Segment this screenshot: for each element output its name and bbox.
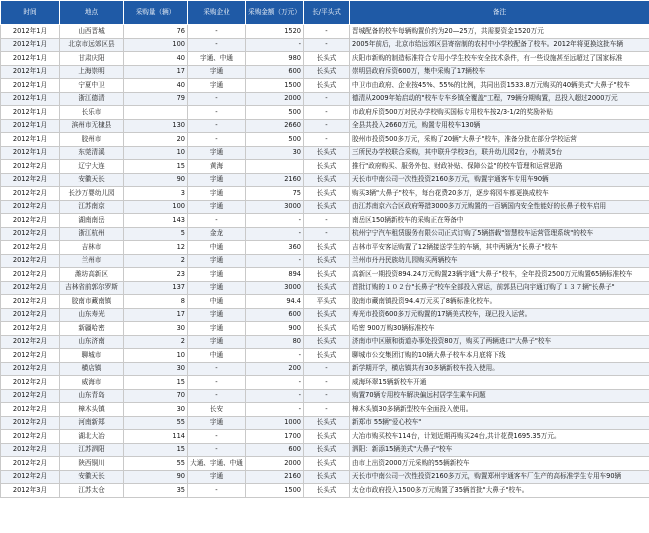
cell-amount: 75 bbox=[246, 187, 304, 201]
cell-type: 长头式 bbox=[304, 65, 350, 79]
cell-time: 2012年2月 bbox=[1, 362, 60, 376]
cell-place: 浙江德清 bbox=[60, 92, 124, 106]
cell-type: - bbox=[304, 362, 350, 376]
cell-note: 吉林市平安客运购置了12辆接送学生的车辆，其中两辆为"长鼻子"校车 bbox=[350, 241, 649, 255]
cell-time: 2012年2月 bbox=[1, 295, 60, 309]
cell-company: 宇通 bbox=[188, 308, 246, 322]
table-body bbox=[1, 25, 649, 498]
cell-quantity: 2 bbox=[124, 335, 188, 349]
cell-type: 长头式 bbox=[304, 268, 350, 282]
cell-amount: 3000 bbox=[246, 200, 304, 214]
cell-time: 2012年2月 bbox=[1, 470, 60, 484]
cell-amount: 1520 bbox=[246, 25, 304, 39]
table-row bbox=[1, 133, 649, 147]
cell-note: 太仓市政府投入1500多万元购置了35辆首批"大鼻子"校车。 bbox=[350, 484, 649, 498]
cell-type: - bbox=[304, 389, 350, 403]
table-row bbox=[1, 254, 649, 268]
cell-quantity: 143 bbox=[124, 214, 188, 228]
cell-company: 宇通、中通 bbox=[188, 52, 246, 66]
cell-amount: 500 bbox=[246, 106, 304, 120]
cell-place: 吉林市 bbox=[60, 241, 124, 255]
cell-place: 威海市 bbox=[60, 376, 124, 390]
cell-time: 2012年1月 bbox=[1, 106, 60, 120]
cell-company: - bbox=[188, 443, 246, 457]
cell-time: 2012年2月 bbox=[1, 308, 60, 322]
cell-company: - bbox=[188, 430, 246, 444]
cell-company: - bbox=[188, 376, 246, 390]
cell-quantity: 55 bbox=[124, 457, 188, 471]
cell-place: 陕西铜川 bbox=[60, 457, 124, 471]
cell-quantity: 17 bbox=[124, 65, 188, 79]
cell-quantity: 114 bbox=[124, 430, 188, 444]
cell-time: 2012年2月 bbox=[1, 443, 60, 457]
cell-note: 2005年前后，北京市给远郊区县寄宿制的农村中小学校配备了校车。2012年将更换这批车辆 bbox=[350, 38, 649, 52]
cell-place: 江苏泗阳 bbox=[60, 443, 124, 457]
cell-time: 2012年2月 bbox=[1, 227, 60, 241]
table-row bbox=[1, 443, 649, 457]
cell-type: 长头式 bbox=[304, 79, 350, 93]
cell-company: - bbox=[188, 362, 246, 376]
cell-time: 2012年1月 bbox=[1, 38, 60, 52]
cell-note: 胶南市藏南镇投资94.4万元买了8辆标准化校车。 bbox=[350, 295, 649, 309]
cell-time: 2012年2月 bbox=[1, 430, 60, 444]
cell-note: 天长市中南公司一次性投资2160多万元，购置宇通客车专用车90辆 bbox=[350, 173, 649, 187]
cell-note: 威海环翠15辆新校车开通 bbox=[350, 376, 649, 390]
cell-company: 宇通 bbox=[188, 322, 246, 336]
cell-amount: 3000 bbox=[246, 281, 304, 295]
table-row bbox=[1, 376, 649, 390]
header-time: 时间 bbox=[1, 1, 60, 25]
cell-company: 中通 bbox=[188, 295, 246, 309]
cell-type: 长头式 bbox=[304, 443, 350, 457]
cell-place: 江苏太仓 bbox=[60, 484, 124, 498]
cell-company: - bbox=[188, 106, 246, 120]
cell-note: 由江苏南京六合区政府筹措3000多万元购置的一百辆国内安全性能好的长鼻子校车启用 bbox=[350, 200, 649, 214]
cell-amount: 894 bbox=[246, 268, 304, 282]
table-row bbox=[1, 430, 649, 444]
cell-place: 长沙万婴幼儿园 bbox=[60, 187, 124, 201]
cell-company: 宇通 bbox=[188, 173, 246, 187]
cell-type: 长头式 bbox=[304, 484, 350, 498]
cell-place: 湖北大冶 bbox=[60, 430, 124, 444]
cell-quantity: 10 bbox=[124, 146, 188, 160]
header-quantity: 采购量（辆） bbox=[124, 1, 188, 25]
cell-amount: - bbox=[246, 376, 304, 390]
table-row bbox=[1, 470, 649, 484]
cell-place: 山东青岛 bbox=[60, 389, 124, 403]
cell-type: 长头式 bbox=[304, 173, 350, 187]
cell-quantity: 12 bbox=[124, 241, 188, 255]
cell-note: 天长市中南公司一次性投资2160多万元，购置郑州宇通客车厂生产的高标准学生专用车90辆 bbox=[350, 470, 649, 484]
cell-amount: 30 bbox=[246, 146, 304, 160]
cell-time: 2012年2月 bbox=[1, 389, 60, 403]
cell-time: 2012年1月 bbox=[1, 52, 60, 66]
cell-company: 宇通 bbox=[188, 65, 246, 79]
cell-place: 北京市远郊区县 bbox=[60, 38, 124, 52]
cell-type: - bbox=[304, 38, 350, 52]
cell-type: 长头式 bbox=[304, 322, 350, 336]
cell-note: 购买3辆"大鼻子"校车，每台花费20多万，逐步将园车都更换成校车 bbox=[350, 187, 649, 201]
cell-note: 购置70辆专用校车解决偏远村居学生乘车问题 bbox=[350, 389, 649, 403]
cell-time: 2012年2月 bbox=[1, 254, 60, 268]
cell-company: - bbox=[188, 38, 246, 52]
header-place: 地点 bbox=[60, 1, 124, 25]
cell-company: 宇通 bbox=[188, 187, 246, 201]
table-row bbox=[1, 484, 649, 498]
cell-company: 宇通 bbox=[188, 146, 246, 160]
cell-company: 宇通 bbox=[188, 254, 246, 268]
cell-type: 长头式 bbox=[304, 335, 350, 349]
table-row bbox=[1, 389, 649, 403]
cell-type: 长头式 bbox=[304, 254, 350, 268]
cell-place: 浙江杭州 bbox=[60, 227, 124, 241]
cell-place: 樟木头镇 bbox=[60, 403, 124, 417]
cell-note: 樟木头镇30多辆新型校车全面投入使用。 bbox=[350, 403, 649, 417]
table-row bbox=[1, 227, 649, 241]
cell-quantity: 3 bbox=[124, 187, 188, 201]
cell-amount bbox=[246, 160, 304, 174]
cell-company: 宇通 bbox=[188, 200, 246, 214]
cell-note: 新学期开学，横店镇共有30多辆新校车投入使用。 bbox=[350, 362, 649, 376]
cell-note: 哈密 900万购30辆标准校车 bbox=[350, 322, 649, 336]
cell-quantity: 30 bbox=[124, 322, 188, 336]
cell-time: 2012年1月 bbox=[1, 133, 60, 147]
cell-type: 长头式 bbox=[304, 349, 350, 363]
cell-note: 德清从2009年始启动的"校车专车乡镇全覆盖"工程，79辆分期购置，总投入超过2000万元 bbox=[350, 92, 649, 106]
cell-type: - bbox=[304, 25, 350, 39]
table-row bbox=[1, 38, 649, 52]
header-type: 长/平头式 bbox=[304, 1, 350, 25]
cell-company: 长安 bbox=[188, 403, 246, 417]
cell-place: 江苏南京 bbox=[60, 200, 124, 214]
table-row bbox=[1, 322, 649, 336]
cell-amount: 2160 bbox=[246, 470, 304, 484]
cell-place: 兰州市 bbox=[60, 254, 124, 268]
header-company: 采购企业 bbox=[188, 1, 246, 25]
cell-time: 2012年2月 bbox=[1, 214, 60, 228]
cell-place: 山东寿光 bbox=[60, 308, 124, 322]
cell-place: 横店镇 bbox=[60, 362, 124, 376]
cell-place: 长乐市 bbox=[60, 106, 124, 120]
cell-amount: 600 bbox=[246, 308, 304, 322]
cell-note: 泗阳：新添15辆美式"大鼻子"校车 bbox=[350, 443, 649, 457]
cell-note: 大冶市购买校车114台，计划近期再购买24台,共计花费1695.35万元。 bbox=[350, 430, 649, 444]
cell-type: 长头式 bbox=[304, 430, 350, 444]
cell-amount: 2160 bbox=[246, 173, 304, 187]
cell-place: 安徽天长 bbox=[60, 173, 124, 187]
cell-time: 2012年2月 bbox=[1, 322, 60, 336]
cell-note: 南岳区150辆新校车的采购正在筹备中 bbox=[350, 214, 649, 228]
cell-amount: 200 bbox=[246, 362, 304, 376]
table-row bbox=[1, 25, 649, 39]
table-row bbox=[1, 268, 649, 282]
cell-quantity: 90 bbox=[124, 173, 188, 187]
cell-quantity: 40 bbox=[124, 52, 188, 66]
cell-type: 长头式 bbox=[304, 281, 350, 295]
table-row bbox=[1, 214, 649, 228]
cell-type: - bbox=[304, 214, 350, 228]
cell-place: 胶南市藏南镇 bbox=[60, 295, 124, 309]
cell-type: - bbox=[304, 119, 350, 133]
table-row bbox=[1, 335, 649, 349]
cell-place: 潍坊高新区 bbox=[60, 268, 124, 282]
cell-place: 宁夏中卫 bbox=[60, 79, 124, 93]
cell-company: - bbox=[188, 92, 246, 106]
cell-quantity: 79 bbox=[124, 92, 188, 106]
cell-quantity: 10 bbox=[124, 349, 188, 363]
cell-place: 安徽天长 bbox=[60, 470, 124, 484]
cell-place: 辽宁大连 bbox=[60, 160, 124, 174]
cell-amount: - bbox=[246, 214, 304, 228]
table-row bbox=[1, 295, 649, 309]
cell-note: 聊城市公交集团订购的10辆大鼻子校车本月底将下线 bbox=[350, 349, 649, 363]
cell-quantity: 40 bbox=[124, 79, 188, 93]
cell-place: 滨州市无棣县 bbox=[60, 119, 124, 133]
table-row bbox=[1, 160, 649, 174]
cell-amount: 600 bbox=[246, 443, 304, 457]
cell-time: 2012年1月 bbox=[1, 25, 60, 39]
cell-quantity: 100 bbox=[124, 200, 188, 214]
header-row bbox=[1, 1, 649, 25]
cell-time: 2012年2月 bbox=[1, 457, 60, 471]
cell-place: 河南新郑 bbox=[60, 416, 124, 430]
cell-note: 寿光市投资600多万元购置的17辆美式校车，现已投入运营。 bbox=[350, 308, 649, 322]
cell-place: 新疆哈密 bbox=[60, 322, 124, 336]
cell-amount: 980 bbox=[246, 52, 304, 66]
table-row bbox=[1, 146, 649, 160]
cell-note: 崇明县政府斥资600万，集中采购了17辆校车 bbox=[350, 65, 649, 79]
cell-note: 高新区一期投资894.24万元购置23辆宇通"大鼻子"校车，全年投资2500万元购置65辆标准校车 bbox=[350, 268, 649, 282]
cell-amount: - bbox=[246, 349, 304, 363]
table-row bbox=[1, 362, 649, 376]
cell-time: 2012年2月 bbox=[1, 200, 60, 214]
table-row bbox=[1, 65, 649, 79]
cell-place: 山西晋城 bbox=[60, 25, 124, 39]
cell-type: 长头式 bbox=[304, 160, 350, 174]
cell-quantity: 76 bbox=[124, 25, 188, 39]
cell-amount: 1500 bbox=[246, 484, 304, 498]
cell-type: 平头式 bbox=[304, 295, 350, 309]
cell-amount: - bbox=[246, 38, 304, 52]
cell-quantity: 2 bbox=[124, 254, 188, 268]
cell-time: 2012年1月 bbox=[1, 119, 60, 133]
cell-type: - bbox=[304, 403, 350, 417]
cell-quantity: 15 bbox=[124, 376, 188, 390]
cell-type: 长头式 bbox=[304, 241, 350, 255]
cell-quantity: 23 bbox=[124, 268, 188, 282]
cell-type: 长头式 bbox=[304, 308, 350, 322]
cell-time: 2012年3月 bbox=[1, 484, 60, 498]
table-row bbox=[1, 200, 649, 214]
cell-note: 兰州市丹丹民族幼儿园购买两辆校车 bbox=[350, 254, 649, 268]
cell-quantity: 15 bbox=[124, 443, 188, 457]
cell-quantity: 8 bbox=[124, 295, 188, 309]
cell-note: 市政府斥资500万对民办学校购买国标专用校车按2/3-1/2的奖励补贴 bbox=[350, 106, 649, 120]
table-row bbox=[1, 403, 649, 417]
cell-quantity: 137 bbox=[124, 281, 188, 295]
cell-time: 2012年2月 bbox=[1, 281, 60, 295]
cell-time: 2012年2月 bbox=[1, 416, 60, 430]
table-row bbox=[1, 457, 649, 471]
cell-place: 上海崇明 bbox=[60, 65, 124, 79]
cell-type: 长头式 bbox=[304, 470, 350, 484]
cell-amount: 94.4 bbox=[246, 295, 304, 309]
cell-company: 大通、宇通、中通 bbox=[188, 457, 246, 471]
cell-time: 2012年2月 bbox=[1, 349, 60, 363]
cell-note: 晋城配备的校车每辆购置价约为20—25万，共需要资金1520万元 bbox=[350, 25, 649, 39]
cell-company: - bbox=[188, 484, 246, 498]
cell-company: - bbox=[188, 389, 246, 403]
table-row bbox=[1, 79, 649, 93]
cell-place: 胶州市 bbox=[60, 133, 124, 147]
cell-note: 庆阳市新购的制造标准符合专用小学生校车安全技术条件，有一些设施甚至远超过了国家标准 bbox=[350, 52, 649, 66]
cell-note: 由市上出资2000万元采购的55辆新校车 bbox=[350, 457, 649, 471]
cell-amount: - bbox=[246, 227, 304, 241]
cell-quantity: 70 bbox=[124, 389, 188, 403]
header-amount: 采购金额（万元） bbox=[246, 1, 304, 25]
cell-quantity: 20 bbox=[124, 133, 188, 147]
cell-type: 长头式 bbox=[304, 200, 350, 214]
cell-time: 2012年2月 bbox=[1, 268, 60, 282]
table-row bbox=[1, 106, 649, 120]
table-row bbox=[1, 308, 649, 322]
cell-quantity: 55 bbox=[124, 416, 188, 430]
cell-amount: 500 bbox=[246, 133, 304, 147]
cell-type: - bbox=[304, 227, 350, 241]
cell-company: 金龙 bbox=[188, 227, 246, 241]
cell-note: 新郑市 55辆"爱心校车" bbox=[350, 416, 649, 430]
cell-company: 中通 bbox=[188, 349, 246, 363]
cell-note: 全县共投入2660万元，购置专用校车130辆 bbox=[350, 119, 649, 133]
cell-company: - bbox=[188, 214, 246, 228]
cell-quantity: 130 bbox=[124, 119, 188, 133]
table-row bbox=[1, 241, 649, 255]
cell-time: 2012年1月 bbox=[1, 92, 60, 106]
cell-company: - bbox=[188, 119, 246, 133]
cell-company: 中通 bbox=[188, 241, 246, 255]
cell-time: 2012年2月 bbox=[1, 335, 60, 349]
table-row bbox=[1, 92, 649, 106]
cell-place: 山东济南 bbox=[60, 335, 124, 349]
cell-place: 湖南南岳 bbox=[60, 214, 124, 228]
cell-place: 东莞清溪 bbox=[60, 146, 124, 160]
cell-amount: 600 bbox=[246, 65, 304, 79]
cell-type: 长头式 bbox=[304, 146, 350, 160]
cell-amount: 1700 bbox=[246, 430, 304, 444]
cell-company: 宇通 bbox=[188, 281, 246, 295]
cell-type: - bbox=[304, 106, 350, 120]
table-row bbox=[1, 187, 649, 201]
cell-time: 2012年2月 bbox=[1, 403, 60, 417]
table-row bbox=[1, 281, 649, 295]
cell-amount: 1500 bbox=[246, 79, 304, 93]
cell-quantity bbox=[124, 106, 188, 120]
cell-type: - bbox=[304, 133, 350, 147]
table-row bbox=[1, 349, 649, 363]
cell-amount: 2660 bbox=[246, 119, 304, 133]
cell-quantity: 30 bbox=[124, 362, 188, 376]
cell-time: 2012年2月 bbox=[1, 173, 60, 187]
cell-amount: 2000 bbox=[246, 457, 304, 471]
cell-amount: - bbox=[246, 389, 304, 403]
cell-type: 长头式 bbox=[304, 187, 350, 201]
cell-company: 宇通 bbox=[188, 470, 246, 484]
cell-quantity: 30 bbox=[124, 403, 188, 417]
cell-time: 2012年2月 bbox=[1, 187, 60, 201]
cell-quantity: 90 bbox=[124, 470, 188, 484]
header-note: 备注 bbox=[350, 1, 649, 25]
cell-place: 吉林省前郭尔罗斯 bbox=[60, 281, 124, 295]
cell-amount: 900 bbox=[246, 322, 304, 336]
cell-note: 济南市中区颐和街道办事处投资80万，购买了两辆进口"大鼻子"校车 bbox=[350, 335, 649, 349]
cell-time: 2012年2月 bbox=[1, 376, 60, 390]
cell-quantity: 100 bbox=[124, 38, 188, 52]
cell-note: 胶州市投资500多万元，采购了20辆"大鼻子"校车，准备分批在部分学校运营 bbox=[350, 133, 649, 147]
cell-place: 聊城市 bbox=[60, 349, 124, 363]
cell-quantity: 17 bbox=[124, 308, 188, 322]
cell-type: 长头式 bbox=[304, 52, 350, 66]
cell-time: 2012年1月 bbox=[1, 146, 60, 160]
cell-note: 中卫市由政府、企业按45%、55%的比例，共同出资1533.8万元购买的40辆美式"大鼻子"校车 bbox=[350, 79, 649, 93]
cell-type: - bbox=[304, 92, 350, 106]
cell-amount: 1000 bbox=[246, 416, 304, 430]
cell-company: 黄海 bbox=[188, 160, 246, 174]
cell-quantity: 35 bbox=[124, 484, 188, 498]
cell-time: 2012年2月 bbox=[1, 241, 60, 255]
cell-quantity: 5 bbox=[124, 227, 188, 241]
cell-time: 2012年2月 bbox=[1, 160, 60, 174]
table-row bbox=[1, 173, 649, 187]
cell-type: - bbox=[304, 376, 350, 390]
cell-place: 甘肃庆阳 bbox=[60, 52, 124, 66]
cell-note: 首批订购的１０２台"长鼻子"校车全部投入营运，前郭县已向宇通订购了１３７辆"长鼻子" bbox=[350, 281, 649, 295]
cell-amount: 2000 bbox=[246, 92, 304, 106]
cell-note: 三所民办学校联合采购，其中联升学校3台，联升幼儿园2台，小精灵5台 bbox=[350, 146, 649, 160]
cell-amount: - bbox=[246, 254, 304, 268]
cell-amount: 360 bbox=[246, 241, 304, 255]
table-row bbox=[1, 52, 649, 66]
cell-type: 长头式 bbox=[304, 457, 350, 471]
cell-company: 宇通 bbox=[188, 79, 246, 93]
table-row bbox=[1, 416, 649, 430]
cell-amount: - bbox=[246, 403, 304, 417]
cell-note: 杭州宁宁汽车租赁服务有限公司正式订购了5辆搭载"智慧校车运营管理系统"的校车 bbox=[350, 227, 649, 241]
cell-company: 宇通 bbox=[188, 335, 246, 349]
cell-note: 推行"政府购买、服务外包、财政补贴、保障公益"的校车管理和运营思路 bbox=[350, 160, 649, 174]
cell-company: 宇通 bbox=[188, 268, 246, 282]
cell-type: 长头式 bbox=[304, 416, 350, 430]
cell-quantity: 15 bbox=[124, 160, 188, 174]
cell-time: 2012年1月 bbox=[1, 65, 60, 79]
cell-company: - bbox=[188, 25, 246, 39]
cell-time: 2012年1月 bbox=[1, 79, 60, 93]
cell-amount: 80 bbox=[246, 335, 304, 349]
cell-company: - bbox=[188, 133, 246, 147]
table-row bbox=[1, 119, 649, 133]
cell-company: 宇通 bbox=[188, 416, 246, 430]
